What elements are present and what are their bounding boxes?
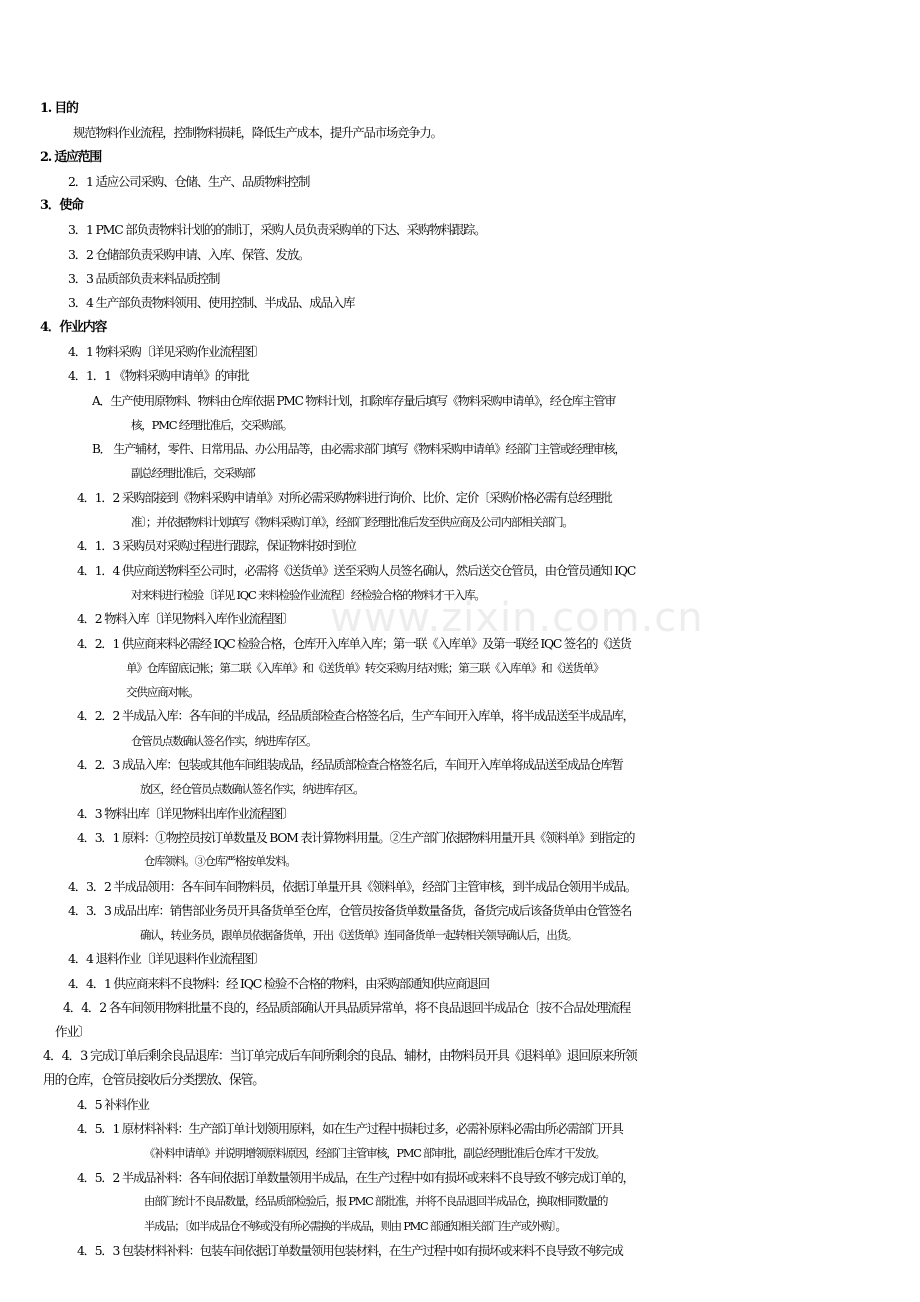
paragraph: 4．3．2 半成品领用：各车间车间物料员，依据订单量开具《领料单》，经部门主管审核，到半成品仓领用半成品。: [68, 878, 637, 894]
paragraph: 3．4 生产部负责物料领用、使用控制、半成品、成品入库: [68, 295, 355, 311]
paragraph: 《补料申请单》并说明增领原料原因，经部门主管审核，PMC 部审批，副总经理批准后仓库才干发放。: [144, 1146, 605, 1160]
heading-mission: 3．使命: [40, 198, 83, 214]
paragraph: 交供应商对帐。: [126, 685, 199, 700]
subheading: 4．1 物料采购〔详见采购作业流程图〕: [68, 343, 265, 359]
paragraph: 确认，转业务员，跟单员依据备货单，开出《送货单》连同备货单一起转相关领导确认后，出货。: [140, 928, 577, 943]
paragraph: 规范物料作业流程，控制物料损耗，降低生产成本，提升产品市场竞争力。: [73, 125, 442, 141]
paragraph: 4．2．2 半成品入库：各车间的半成品，经品质部检查合格签名后，生产车间开入库单，将半成品送至半成品库，: [77, 709, 634, 724]
paragraph: 4．1．1 《物料采购申请单》的审批: [68, 368, 249, 384]
paragraph: 作业〕: [55, 1024, 90, 1040]
paragraph: 半成品；〔如半成品仓不够或没有所必需换的半成品，则由 PMC 部通知相关部门生产或外购〕。: [144, 1219, 566, 1233]
paragraph: 3．1 PMC 部负责物料计划的的制订，采购人员负责采购单的下达、采购物料跟踪。: [68, 222, 486, 238]
paragraph: 4．3．1 原料：①物控员按订单数量及 BOM 表计算物料用量。②生产部门依据物料用量开具《领料单》到指定的: [77, 830, 635, 845]
paragraph: 4．3．3 成品出库：销售部业务员开具备货单至仓库，仓管员按备货单数量备货，备货完成后该备货单由仓管签名: [68, 902, 632, 918]
paragraph: 副总经理批准后，交采购部: [131, 466, 255, 481]
paragraph: 4．5．2 半成品补料：各车间依据订单数量领用半成品，在生产过程中如有损坏或来料不良导致不够完成订单的，: [77, 1171, 634, 1186]
paragraph: 由部门统计不良品数量，经品质部检验后，报 PMC 部批准，并将不良品退回半成品仓，换取相同数量的: [144, 1195, 608, 1209]
paragraph: 4．4．2 各车间领用物料批量不良的，经品质部确认开具品质异常单，将不良品退回半成品仓〔按不合品处理流程: [63, 999, 631, 1015]
heading-scope: 2. 适应范围: [40, 149, 102, 165]
heading-purpose: 1. 目的: [40, 101, 78, 116]
document-body: [0, 97, 920, 1263]
paragraph: 3．3 品质部负责来料品质控制: [68, 271, 220, 287]
paragraph: 4．2．3 成品入库：包装或其他车间组装成品，经品质部检查合格签名后，车间开入库单将成品送至成品仓库暂: [77, 758, 623, 773]
paragraph: 4．1．4 供应商送物料至公司时，必需将《送货单》送至采购人员签名确认，然后送交仓管员，由仓管员通知 IQC: [77, 563, 636, 578]
paragraph: 4．2．1 供应商来料必需经 IQC 检验合格，仓库开入库单入库；第一联《入库单》及第一联经 IQC 签名的《送货: [77, 636, 631, 651]
paragraph: 仓管员点数确认签名作实，纳进库存区。: [131, 733, 317, 748]
paragraph: A．生产使用原物料、物料由仓库依据 PMC 物料计划，扣除库存量后填写《物料采购申请单》，经仓库主管审: [92, 393, 616, 408]
paragraph: 准〕；并依据物料计划填写《物料采购订单》，经部门经理批准后发至供应商及公司内部相关部门。: [131, 515, 573, 530]
paragraph: 对来料进行检验〔详见 IQC 来料检验作业流程〕经检验合格的物料才干入库。: [131, 587, 485, 602]
watermark: www.zixin.com.cn: [330, 595, 704, 641]
subheading: 4．4 退料作业〔详见退料作业流程图〕: [68, 951, 265, 967]
paragraph: 3．2 仓储部负责采购申请、入库、保管、发放。: [68, 246, 310, 262]
paragraph: 单》仓库留底记帐；第二联《入库单》和《送货单》转交采购月结对账；第三联《入库单》和《送货单》: [126, 660, 604, 675]
paragraph: B． 生产辅材，零件、日常用品、办公用品等，由必需求部门填写《物料采购申请单》经部门主管或经理审核，: [92, 442, 626, 457]
paragraph: 用的仓库，仓管员接收后分类摆放、保管。: [43, 1072, 264, 1088]
paragraph: 4．5．1 原材料补料：生产部订单计划领用原料，如在生产过程中损耗过多，必需补原料必需由所必需部门开具: [77, 1122, 623, 1137]
subheading: 4．2 物料入库〔详见物料入库作业流程图〕: [77, 612, 294, 627]
paragraph: 4．5．3 包装材料补料：包装车间依据订单数量领用包装材料，在生产过程中如有损坏或来料不良导致不够完成: [77, 1243, 623, 1258]
subheading: 4．5 补料作业: [77, 1098, 149, 1113]
paragraph: 仓库领料。③仓库严格按单发料。: [144, 855, 296, 869]
paragraph: 核，PMC 经理批准后，交采购部。: [131, 417, 293, 432]
paragraph: 4．4．3 完成订单后剩余良品退库：当订单完成后车间所剩余的良品、辅材，由物料员开具《退料单》退回原来所领: [43, 1048, 637, 1064]
heading-work-content: 4．作业内容: [40, 319, 107, 335]
paragraph: 4．1．3 采购员对采购过程进行跟踪，保证物料按时到位: [77, 539, 356, 554]
paragraph: 4．4．1 供应商来料不良物料：经 IQC 检验不合格的物料，由采购部通知供应商退回: [68, 975, 489, 991]
paragraph: 放区，经仓管员点数确认签名作实，纳进库存区。: [140, 782, 364, 797]
subheading: 4．3 物料出库〔详见物料出库作业流程图〕: [77, 806, 294, 821]
paragraph: 4．1．2 采购部接到《物料采购申请单》对所必需采购物料进行询价、比价、定价〔采购价格必需有总经理批: [77, 490, 612, 505]
paragraph: 2．1 适应公司采购、仓储、生产、品质物料控制: [68, 173, 310, 189]
